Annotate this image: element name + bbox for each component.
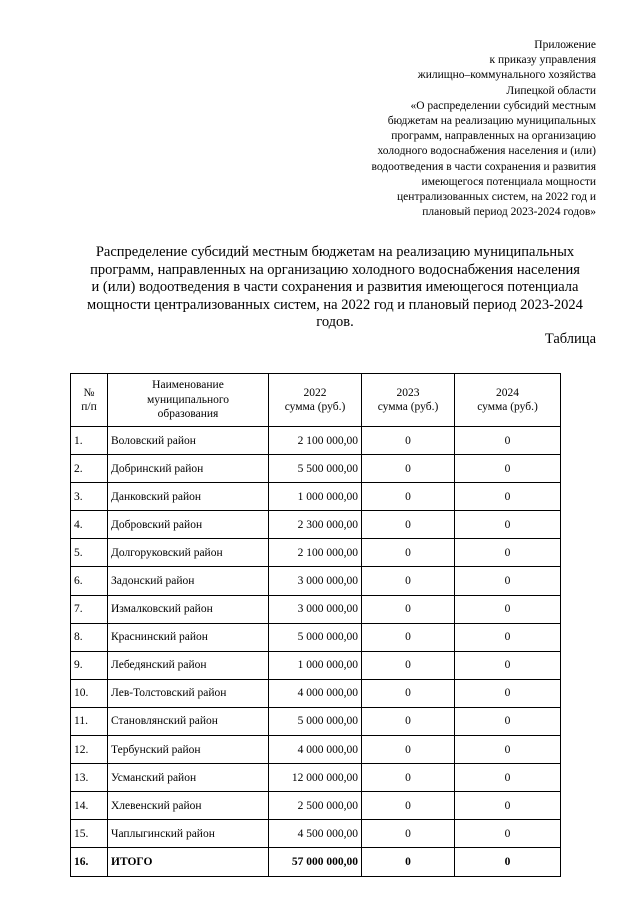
cell-amount-2022: 1 000 000,00 bbox=[269, 651, 362, 679]
table-row bbox=[71, 567, 561, 595]
cell-num: 2. bbox=[71, 455, 108, 483]
cell-municipality: Измалковский район bbox=[108, 595, 269, 623]
cell-amount-2022: 2 100 000,00 bbox=[269, 427, 362, 455]
table-row bbox=[71, 679, 561, 707]
cell-amount-2022: 2 300 000,00 bbox=[269, 511, 362, 539]
cell-municipality: Лев-Толстовский район bbox=[108, 679, 269, 707]
cell-amount-2024: 0 bbox=[455, 651, 561, 679]
title-line: мощности централизованных систем, на 2022 год и плановый период 2023-2024 bbox=[87, 296, 583, 313]
cell-amount-2022: 12 000 000,00 bbox=[269, 764, 362, 792]
cell-num: 12. bbox=[71, 736, 108, 764]
cell-municipality: Лебедянский район bbox=[108, 651, 269, 679]
cell-amount-2024: 0 bbox=[455, 567, 561, 595]
cell-amount-2024: 0 bbox=[455, 427, 561, 455]
appendix-line: к приказу управления bbox=[489, 54, 596, 67]
cell-num: 4. bbox=[71, 511, 108, 539]
cell-amount-2023: 0 bbox=[362, 427, 455, 455]
cell-amount-2022: 5 000 000,00 bbox=[269, 623, 362, 651]
cell-num: 13. bbox=[71, 764, 108, 792]
header-2024: 2024 сумма (руб.) bbox=[455, 374, 561, 427]
cell-amount-2022: 5 000 000,00 bbox=[269, 707, 362, 735]
cell-municipality: Добринский район bbox=[108, 455, 269, 483]
cell-num: 7. bbox=[71, 595, 108, 623]
cell-num: 10. bbox=[71, 679, 108, 707]
cell-municipality: Краснинский район bbox=[108, 623, 269, 651]
table-row bbox=[71, 623, 561, 651]
cell-amount-2023: 0 bbox=[362, 567, 455, 595]
cell-amount-2023: 0 bbox=[362, 483, 455, 511]
cell-amount-2024: 0 bbox=[455, 455, 561, 483]
title-line: Распределение субсидий местным бюджетам на реализацию муниципальных bbox=[95, 244, 575, 260]
cell-amount-2024: 0 bbox=[455, 820, 561, 848]
header-name: Наименование муниципального образования bbox=[108, 374, 269, 427]
cell-num: 6. bbox=[71, 567, 108, 595]
appendix-line: «О распределении субсидий местным bbox=[410, 99, 596, 112]
cell-amount-2024: 0 bbox=[455, 511, 561, 539]
table-row bbox=[71, 736, 561, 764]
cell-municipality: Тербунский район bbox=[108, 736, 269, 764]
table-row bbox=[71, 707, 561, 735]
cell-amount-2024: 0 bbox=[455, 539, 561, 567]
cell-amount-2023: 0 bbox=[362, 707, 455, 735]
cell-municipality: Становлянский район bbox=[108, 707, 269, 735]
cell-amount-2023: 0 bbox=[362, 539, 455, 567]
cell-amount-2023: 0 bbox=[362, 764, 455, 792]
table-row bbox=[71, 483, 561, 511]
cell-amount-2024: 0 bbox=[455, 792, 561, 820]
cell-num: 16. bbox=[71, 848, 108, 876]
cell-municipality: ИТОГО bbox=[108, 848, 269, 876]
cell-amount-2022: 2 100 000,00 bbox=[269, 539, 362, 567]
appendix-line: жилищно–коммунального хозяйства bbox=[417, 69, 596, 82]
appendix-line: бюджетам на реализацию муниципальных bbox=[387, 115, 596, 128]
appendix-line: программ, направленных на организацию bbox=[391, 130, 596, 143]
cell-amount-2024: 0 bbox=[455, 679, 561, 707]
title-line: программ, направленных на организацию холодного водоснабжения населения bbox=[90, 261, 580, 278]
cell-amount-2023: 0 bbox=[362, 651, 455, 679]
cell-amount-2022: 3 000 000,00 bbox=[269, 595, 362, 623]
cell-amount-2023: 0 bbox=[362, 848, 455, 876]
subsidy-table bbox=[70, 373, 561, 877]
cell-amount-2024: 0 bbox=[455, 848, 561, 876]
header-2023: 2023 сумма (руб.) bbox=[362, 374, 455, 427]
appendix-line: имеющегося потенциала мощности bbox=[421, 175, 596, 188]
cell-amount-2022: 4 000 000,00 bbox=[269, 679, 362, 707]
cell-amount-2024: 0 bbox=[455, 483, 561, 511]
table-row bbox=[71, 595, 561, 623]
cell-municipality: Данковский район bbox=[108, 483, 269, 511]
cell-municipality: Хлевенский район bbox=[108, 792, 269, 820]
table-row bbox=[71, 427, 561, 455]
table-total-row bbox=[71, 848, 561, 876]
appendix-line: водоотведения в части сохранения и развития bbox=[371, 160, 596, 173]
table-row bbox=[71, 820, 561, 848]
cell-municipality: Долгоруковский район bbox=[108, 539, 269, 567]
cell-amount-2024: 0 bbox=[455, 623, 561, 651]
cell-amount-2022: 4 000 000,00 bbox=[269, 736, 362, 764]
cell-amount-2022: 5 500 000,00 bbox=[269, 455, 362, 483]
table-header-row bbox=[71, 374, 561, 427]
cell-amount-2022: 4 500 000,00 bbox=[269, 820, 362, 848]
cell-num: 14. bbox=[71, 792, 108, 820]
cell-amount-2023: 0 bbox=[362, 792, 455, 820]
cell-amount-2024: 0 bbox=[455, 707, 561, 735]
cell-amount-2022: 2 500 000,00 bbox=[269, 792, 362, 820]
cell-num: 9. bbox=[71, 651, 108, 679]
title-line: и (или) водоотведения в части сохранения и развития имеющегося потенциала bbox=[91, 279, 579, 296]
title-line: годов. bbox=[316, 314, 354, 331]
cell-amount-2023: 0 bbox=[362, 511, 455, 539]
appendix-line: Приложение bbox=[534, 39, 596, 51]
cell-municipality: Задонский район bbox=[108, 567, 269, 595]
appendix-line: плановый период 2023-2024 годов» bbox=[422, 206, 596, 219]
table-row bbox=[71, 651, 561, 679]
cell-municipality: Воловский район bbox=[108, 427, 269, 455]
table-row bbox=[71, 792, 561, 820]
cell-num: 1. bbox=[71, 427, 108, 455]
cell-num: 8. bbox=[71, 623, 108, 651]
cell-num: 15. bbox=[71, 820, 108, 848]
cell-amount-2023: 0 bbox=[362, 455, 455, 483]
cell-amount-2022: 1 000 000,00 bbox=[269, 483, 362, 511]
appendix-line: холодного водоснабжения населения и (или) bbox=[377, 145, 596, 158]
cell-amount-2024: 0 bbox=[455, 764, 561, 792]
cell-num: 11. bbox=[71, 707, 108, 735]
appendix-block bbox=[296, 38, 596, 220]
cell-municipality: Добровский район bbox=[108, 511, 269, 539]
cell-amount-2023: 0 bbox=[362, 623, 455, 651]
table-row bbox=[71, 539, 561, 567]
cell-amount-2023: 0 bbox=[362, 736, 455, 764]
cell-num: 5. bbox=[71, 539, 108, 567]
table-row bbox=[71, 455, 561, 483]
header-2022: 2022 сумма (руб.) bbox=[269, 374, 362, 427]
cell-amount-2024: 0 bbox=[455, 736, 561, 764]
cell-amount-2023: 0 bbox=[362, 820, 455, 848]
table-row bbox=[71, 764, 561, 792]
cell-amount-2023: 0 bbox=[362, 679, 455, 707]
header-num: № п/п bbox=[71, 374, 108, 427]
cell-amount-2023: 0 bbox=[362, 595, 455, 623]
cell-amount-2022: 3 000 000,00 bbox=[269, 567, 362, 595]
cell-amount-2024: 0 bbox=[455, 595, 561, 623]
cell-municipality: Чаплыгинский район bbox=[108, 820, 269, 848]
cell-amount-2022: 57 000 000,00 bbox=[269, 848, 362, 876]
table-caption: Таблица bbox=[544, 331, 596, 347]
table-row bbox=[71, 511, 561, 539]
cell-num: 3. bbox=[71, 483, 108, 511]
appendix-line: Липецкой области bbox=[506, 84, 596, 97]
cell-municipality: Усманский район bbox=[108, 764, 269, 792]
document-title bbox=[70, 244, 600, 332]
appendix-line: централизованных систем, на 2022 год и bbox=[397, 191, 596, 204]
